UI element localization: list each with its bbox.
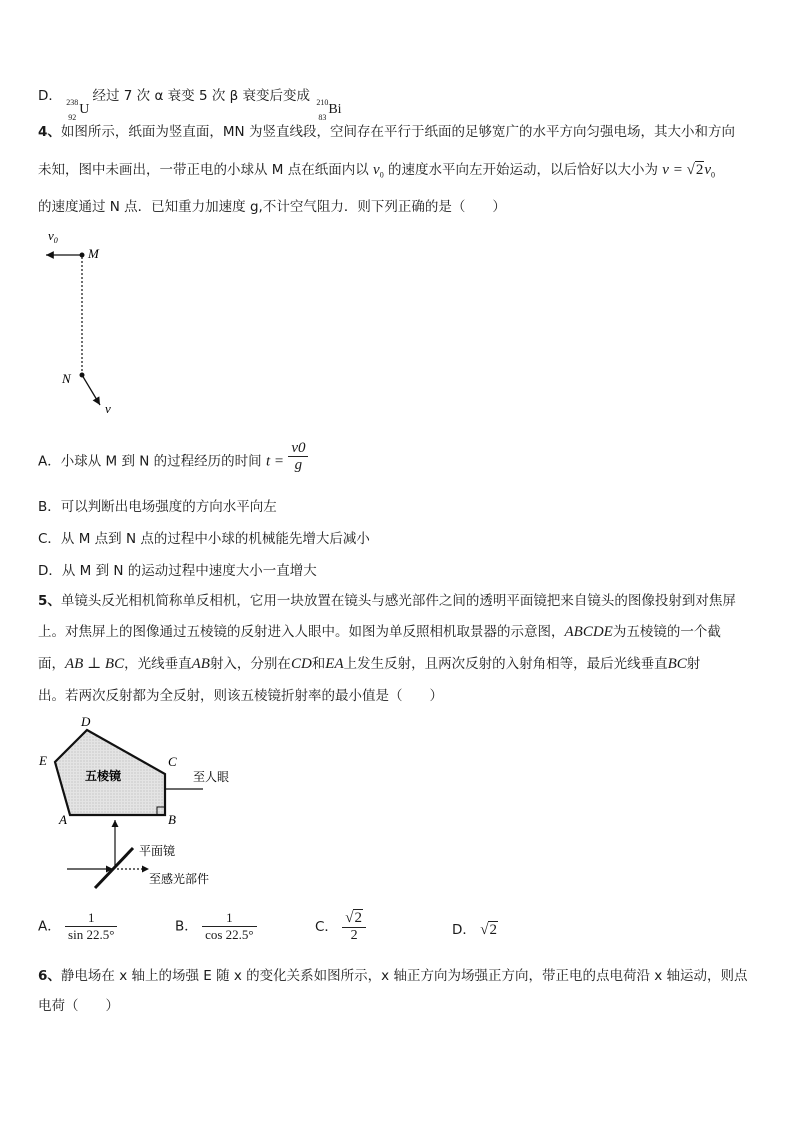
v0-label: $v_0$ (48, 228, 58, 245)
q5-option-a: A． $\frac{1}{\sin 22.5^\circ}$ (38, 910, 117, 943)
sqrt-two: √2 (686, 162, 704, 178)
prism-label: 五棱镜 (85, 769, 122, 783)
m-label: M (88, 246, 99, 261)
q5-line1: 5、单镜头反光相机简称单反相机，它用一块放置在镜头与感光部件之间的透明平面镜把来自镜头的图像投射到对焦屏 (38, 593, 736, 609)
eye-label: 至人眼 (193, 770, 230, 784)
mirror-label: 平面镜 (139, 844, 176, 858)
q4-line3: 的速度通过 N 点．已知重力加速度 g,不计空气阻力．则下列正确的是（ ） (38, 199, 506, 215)
vertex-d: D (81, 714, 91, 729)
q4-option-c: C．从 M 点到 N 点的过程中小球的机械能先增大后减小 (38, 531, 370, 547)
q5-line4: 出。若两次反射都为全反射，则该五棱镜折射率的最小值是（ ） (38, 688, 443, 704)
q6-line2: 电荷（ ） (38, 998, 119, 1014)
vertex-b: B (168, 812, 176, 827)
q4-figure (30, 225, 150, 420)
q4-option-b: B．可以判断出电场强度的方向水平向左 (38, 499, 277, 515)
point-m (80, 253, 85, 258)
q4-line1: 4、如图所示，纸面为竖直面，MN 为竖直线段，空间存在平行于纸面的足够宽广的水平方向匀强电场，其大小和方向 (38, 124, 735, 140)
v-label: v (105, 401, 111, 416)
q4-option-a: A．小球从 M 到 N 的过程经历的时间 t = $\frac{v0}{g}$ (38, 450, 308, 473)
q5-option-d: D． √2 (452, 922, 497, 938)
q5-option-b: B． $\frac{1}{\cos 22.5^\circ}$ (175, 910, 257, 943)
vertex-e: E (39, 753, 47, 768)
q5-option-c: C． $\frac{√2}{2}$ (315, 910, 366, 944)
vertex-a: A (59, 812, 67, 827)
prev-option-d: D． 238 92 U 经过 7 次 α 衰变 5 次 β 衰变后变成 210 83 Bi (38, 88, 342, 122)
q5-line3: 面，AB ⊥ BC，光线垂直AB射入，分别在CD和EA上发生反射，且两次反射的入射角相等，最后光线垂直BC射 (38, 656, 701, 672)
sensor-label: 至感光部件 (149, 872, 210, 886)
q4-line2: 未知，图中未画出，一带正电的小球从 M 点在纸面内以 $v_0$ 的速度水平向左开始运动，以后恰好以大小为 $v = √2v_0$ (38, 162, 715, 180)
q5-figure (35, 712, 255, 892)
plane-mirror (95, 848, 133, 888)
vertex-c: C (168, 754, 177, 769)
v-arrow (82, 375, 100, 405)
time-fraction: $\frac{v0}{g}$ (288, 440, 308, 473)
q6-line1: 6、静电场在 x 轴上的场强 E 随 x 的变化关系如图所示，x 轴正方向为场强正方向，带正电的点电荷沿 x 轴运动，则点 (38, 968, 748, 984)
q5-line2: 上。对焦屏上的图像通过五棱镜的反射进入人眼中。如图为单反照相机取景器的示意图，ABCDE为五棱镜的一个截 (38, 624, 721, 640)
n-label: N (62, 371, 71, 386)
q4-option-d: D．从 M 到 N 的运动过程中速度大小一直增大 (38, 563, 317, 579)
